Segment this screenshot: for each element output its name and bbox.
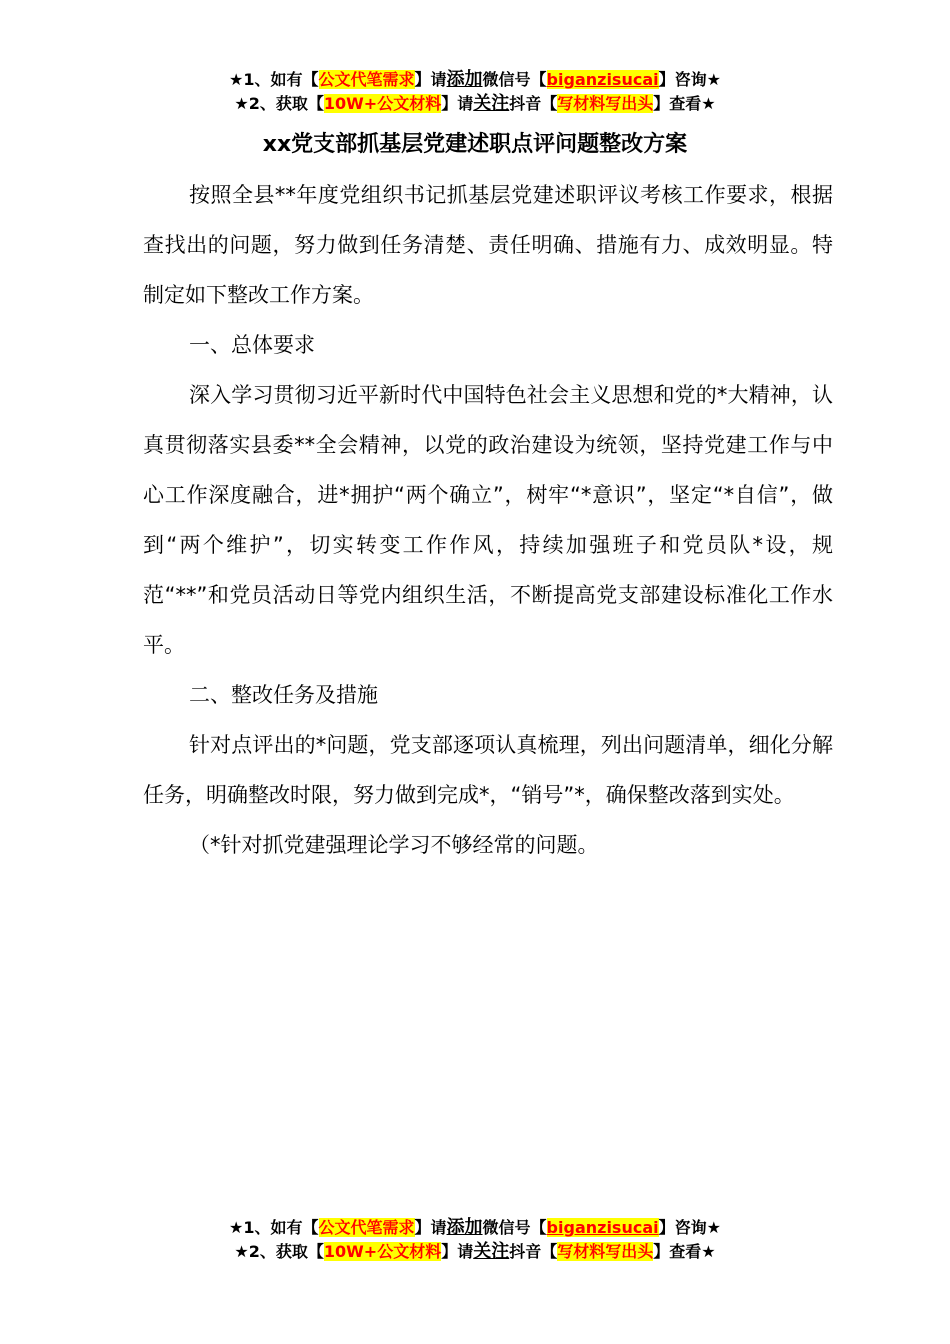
douyin-account: 写材料写出头 [557, 94, 654, 113]
wechat-id-link[interactable]: biganzisucai [546, 1218, 659, 1237]
douyin-account: 写材料写出头 [557, 1242, 654, 1261]
banner-text: 】咨询★ [658, 70, 721, 89]
emphasis-text: 添加 [446, 69, 483, 90]
banner-text: 微信号【 [482, 1218, 547, 1237]
banner-line-1 [0, 1216, 950, 1240]
banner-text: 抖音【 [509, 94, 558, 113]
emphasis-text: 关注 [473, 93, 510, 114]
banner-text: ★2、获取【 [234, 1242, 324, 1261]
document-body [143, 170, 833, 870]
banner-text: ★1、如有【 [229, 1218, 319, 1237]
banner-text: 】请 [414, 70, 447, 89]
paragraph-intro: 按照全县**年度党组织书记抓基层党建述职评议考核工作要求，根据查找出的问题，努力做到任务清楚、责任明确、措施有力、成效明显。特制定如下整改工作方案。 [143, 183, 833, 307]
banner-text: 抖音【 [509, 1242, 558, 1261]
wechat-id-link[interactable]: biganzisucai [546, 70, 659, 89]
banner-text: 】请 [441, 94, 474, 113]
banner-text: 】请 [441, 1242, 474, 1261]
banner-text: 】请 [414, 1218, 447, 1237]
highlight-materials: 10W+公文材料 [323, 94, 442, 113]
header-banner [0, 68, 950, 116]
banner-text: ★1、如有【 [229, 70, 319, 89]
banner-line-1 [0, 68, 950, 92]
highlight-service: 公文代笔需求 [318, 1218, 415, 1237]
highlight-materials: 10W+公文材料 [323, 1242, 442, 1261]
banner-line-2 [0, 92, 950, 116]
banner-text: ★2、获取【 [234, 94, 324, 113]
banner-line-2 [0, 1240, 950, 1264]
paragraph-requirements: 深入学习贯彻习近平新时代中国特色社会主义思想和党的*大精神，认真贯彻落实县委**全会精神，以党的政治建设为统领，坚持党建工作与中心工作深度融合，进*拥护“两个确立”，树牢“*意识”，坚定“*自信”，做到“两个维护”，切实转变工作作风，持续加强班子和党员队*设，规范“**”和党员活动日等党内组织生活，不断提高党支部建设标准化工作水平。 [143, 383, 833, 657]
banner-text: 】咨询★ [658, 1218, 721, 1237]
section-heading-1: 一、总体要求 [189, 333, 315, 357]
banner-text: 微信号【 [482, 70, 547, 89]
section-heading-2: 二、整改任务及措施 [189, 683, 378, 707]
paragraph-tasks: 针对点评出的*问题，党支部逐项认真梳理，列出问题清单，细化分解任务，明确整改时限，努力做到完成*，“销号”*，确保整改落到实处。 [143, 733, 833, 807]
paragraph-item-1: （*针对抓党建强理论学习不够经常的问题。 [189, 833, 599, 857]
emphasis-text: 关注 [473, 1241, 510, 1262]
highlight-service: 公文代笔需求 [318, 70, 415, 89]
emphasis-text: 添加 [446, 1217, 483, 1238]
footer-banner [0, 1216, 950, 1264]
banner-text: 】查看★ [653, 1242, 716, 1261]
banner-text: 】查看★ [653, 94, 716, 113]
document-title: xx党支部抓基层党建述职点评问题整改方案 [262, 132, 688, 157]
